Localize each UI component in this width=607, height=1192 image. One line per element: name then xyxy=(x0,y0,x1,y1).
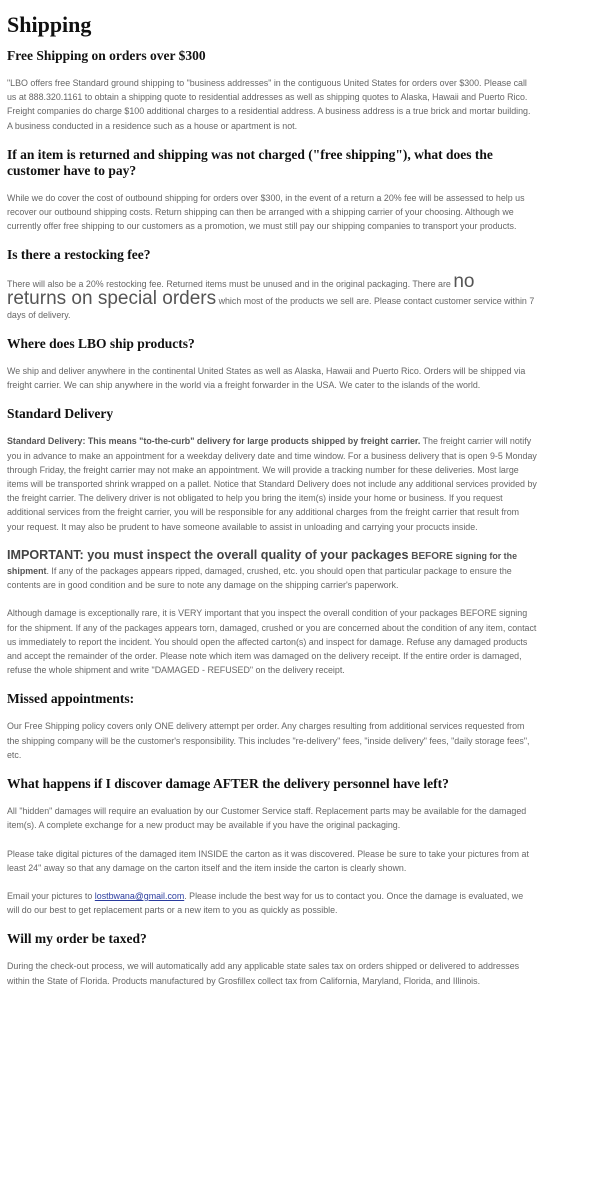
text-span: There will also be a 20% restocking fee. Returned items must be unused and in the original packaging. There are xyxy=(7,279,454,290)
heading-return-cost: If an item is returned and shipping was not charged ("free shipping"), what does the customer have to pay? xyxy=(7,146,493,178)
ship-locations-text: We ship and deliver anywhere in the continental United States as well as Alaska, Hawaii and Puerto Rico. Orders will be shipped via freight carrier. We can ship anywhere in the world via a freight forwarder in the USA. We cater to the islands of the world. xyxy=(7,366,526,391)
heading-free-shipping: Free Shipping on orders over $300 xyxy=(7,48,206,63)
pictures-text: Please take digital pictures of the damaged item INSIDE the carton as it was discovered. Please be sure to take your pictures from at least 24" away so that any damage on the carton itself and the item inside the carton is clearly shown. xyxy=(7,848,529,873)
heading-standard-delivery: Standard Delivery xyxy=(7,406,114,422)
text-span: . If any of the packages appears ripped, damaged, crushed, etc. you should open that particular package to ensure the contents are in good condition and be sure to note any damage on the shipping carrier's paperwork. xyxy=(7,566,512,591)
text-span: Email your pictures to xyxy=(7,890,95,901)
standard-delivery-text xyxy=(7,434,537,533)
heading-restocking-fee: Is there a restocking fee? xyxy=(7,247,151,263)
restocking-fee-text xyxy=(7,271,537,322)
text-span: The freight carrier will notify you in advance to make an appointment for a weekday delivery date and time window. For a business delivery that is open 9-5 Monday through Friday, the freight carrier may not make an appointment. We will provide a tracking number for these deliveries. Most large items will be transported shrink wrapped on a pallet. Notice that Standard Delivery does not include any additional services provided by the freight carrier. The delivery driver is not obligated to help you bring the item(s) inside your home or business. If you request additional services from the freight carrier, you will be responsible for any additional charges from the freight carrier that result from your request. It may also be prudent to have someone available to assist in unloading and carrying your procucts inside. xyxy=(7,436,537,532)
heading-hidden-damage: What happens if I discover damage AFTER the delivery personnel have left? xyxy=(7,776,449,792)
missed-appointments-text: Our Free Shipping policy covers only ONE delivery attempt per order. Any charges resulting from additional services requested from the shipping company will be the customer's responsibility. This includes "re-delivery" fees, "inside delivery" fees, "daily storage fees", etc. xyxy=(7,721,530,760)
heading-missed-appointments: Missed appointments: xyxy=(7,691,135,707)
email-link[interactable]: lostbwana@gmail.com xyxy=(94,890,185,901)
page-title: Shipping xyxy=(7,12,92,37)
return-cost-text: While we do cover the cost of outbound shipping for orders over $300, in the event of a return a 20% fee will be assessed to help us recover our outbound shipping costs. Return shipping can then be arranged with a shipping carrier of your choosing. Although we currently offer free shipping to our customers as a promotion, we must still pay our shipping companies to transport your products. xyxy=(7,192,525,232)
email-text xyxy=(7,889,537,917)
signing-emphasis: signing for the shipment xyxy=(7,550,517,577)
standard-delivery-definition: Standard Delivery: This means "to-the-curb" delivery for large products shipped by freight carrier. xyxy=(7,436,421,447)
text-span: . Please include the best way for us to contact you. Once the damage is evaluated, we will do our best to get replacement parts or a new item to you as quickly as possible. xyxy=(7,890,524,916)
before-emphasis: BEFORE xyxy=(408,550,453,562)
damage-inspection-text: Although damage is exceptionally rare, it is VERY important that you inspect the overall condition of your packages BEFORE signing for the shipment. If any of the packages appears torn, damaged, crushed or you are concerned about the condition of any item, contact us immediately to report the incident. You should open the affected carton(s) and inspect for damage. Refuse any damaged products and accept the remainder of the order. Please note which item was damaged on the delivery receipt. If the entire order is damaged, refuse the whole shipment and write "DAMAGED - REFUSED" on the delivery receipt. xyxy=(7,608,537,676)
taxes-text: During the check-out process, we will automatically add any applicable state sales tax on orders shipped or delivered to addresses within the State of Florida. Products manufactured by Grosfillex collect tax from California, Maryland, Florida, and Illinois. xyxy=(7,961,520,986)
free-shipping-text: "LBO offers free Standard ground shipping to "business addresses" in the contiguous United States for orders over $300. Please call us at 888.320.1161 to obtain a shipping quote to residential addresses as well as shipping quotes to Alaska, Hawaii and Puerto Rico. Freight companies do charge $100 additional charges to a residential address. A business address is a true brick and mortar building. A business conducted in a residence such as a house or apartment is not. xyxy=(7,78,531,131)
important-notice: IMPORTANT: you must inspect the overall quality of your packages xyxy=(7,547,409,562)
text-span: which most of the products we sell are. Please contact customer service within 7 days of delivery. xyxy=(7,295,535,320)
special-orders-emphasis: no returns on special orders xyxy=(7,271,475,309)
heading-taxes: Will my order be taxed? xyxy=(7,931,147,947)
important-inspect-text xyxy=(7,548,537,593)
hidden-damage-text: All "hidden" damages will require an evaluation by our Customer Service staff. Replacement parts may be available for the damaged item(s). A complete exchange for a new product may be available if you have the original packaging. xyxy=(7,806,527,831)
heading-ship-locations: Where does LBO ship products? xyxy=(7,336,195,352)
